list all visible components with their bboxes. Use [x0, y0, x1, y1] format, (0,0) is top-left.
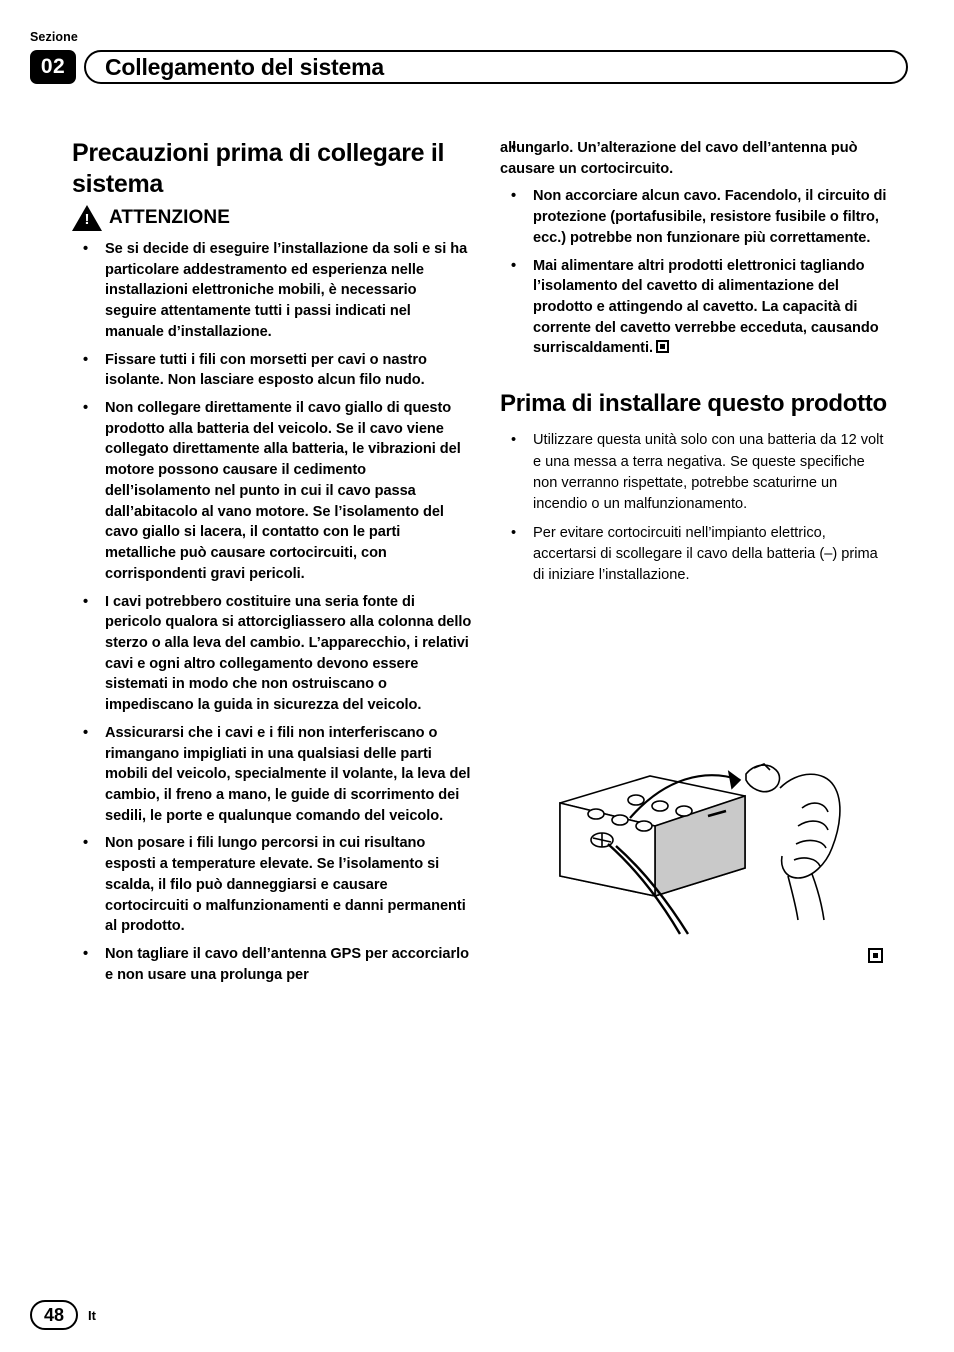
list-item: • I cavi potrebbero costituire una seria fonte di pericolo qualora si attorcigliassero alla colonna dello sterzo o alla leva del cambio. L’apparecchio, i relativi cavi e ogni altro collegamento devono essere sistemati in modo che non ostruiscano o impediscano la guida in sicurezza del veicolo. — [72, 592, 472, 716]
warning-triangle-icon — [72, 205, 102, 231]
section-word: Sezione — [30, 30, 78, 44]
page-title: Collegamento del sistema — [105, 54, 384, 80]
list-item: • allungarlo. Un’alterazione del cavo dell’antenna può causare un cortocircuito. — [500, 138, 890, 179]
page-footer — [30, 1300, 96, 1330]
list-item: • Non accorciare alcun cavo. Facendolo, il circuito di protezione (portafusibile, resistore fusibile o filtro, ecc.) potrebbe non funzionare più correttamente. — [500, 186, 890, 248]
end-of-section-icon — [868, 948, 883, 963]
list-item: • Assicurarsi che i cavi e i fili non interferiscano o rimangano impigliati in una qualsiasi delle parti mobili del veicolo, specialmente il volante, la leva del cambio, il freno a mano, le guide di scorrimento dei sedili, le porte e qualunque comando del veicolo. — [72, 723, 472, 827]
attention-header — [72, 205, 472, 231]
list-item-text: Mai alimentare altri prodotti elettronici tagliando l’isolamento del cavetto di alimentazione del prodotto e attingendo al cavetto. La capacità di corrente del cavetto verrebbe ecceduta, causando surriscaldamenti. — [533, 257, 879, 357]
subsection-heading: Prima di installare questo prodotto — [500, 390, 887, 418]
page-header — [30, 30, 920, 100]
battery-terminal-disconnect-illustration — [540, 748, 890, 948]
list-item: • Non tagliare il cavo dell’antenna GPS per accorciarlo e non usare una prolunga per — [72, 944, 472, 985]
list-item: • Se si decide di eseguire l’installazione da soli e si ha particolare addestramento ed esperienza nelle installazioni elettroniche mobili, è necessario seguire attentamente tutti i passi indicati nel manuale d’installazione. — [72, 239, 472, 343]
language-code: It — [88, 1307, 96, 1323]
right-column — [500, 138, 890, 594]
left-column — [72, 138, 472, 992]
attention-label: ATTENZIONE — [109, 207, 230, 228]
left-bullet-list — [72, 239, 472, 985]
list-item-with-endmark — [500, 256, 890, 360]
list-item: • Non posare i fili lungo percorsi in cui risultano esposti a temperature elevate. Se l’isolamento si scalda, il filo può danneggiarsi e causare cortocircuiti o malfunzionamenti e danni permanenti al prodotto. — [72, 833, 472, 937]
section-heading: Precauzioni prima di collegare il sistema — [72, 139, 445, 198]
list-item: • Utilizzare questa unità solo con una batteria da 12 volt e una messa a terra negativa. Se queste specifiche non verranno rispettate, potrebbe scaturirne un incendio o un malfunzionamento. — [500, 430, 890, 515]
end-of-section-icon — [656, 340, 669, 353]
right-continuation-list — [500, 138, 890, 359]
page-number: 48 — [30, 1300, 78, 1330]
section-number-badge: 02 — [30, 50, 76, 84]
list-item: • Non collegare direttamente il cavo giallo di questo prodotto alla batteria del veicolo. Se il cavo viene collegato direttamente alla batteria, le vibrazioni del motore possono causare il cedimento dell’isolamento nel punto in cui il cavo passa dall’abitacolo al vano motore. Se l’isolamento del cavo giallo si lacera, il contatto con le parti metalliche può causare cortocircuiti, con corrispondenti gravi pericoli. — [72, 398, 472, 584]
list-item: • Fissare tutti i fili con morsetti per cavi o nastro isolante. Non lasciare esposto alcun filo nudo. — [72, 350, 472, 391]
right-bullet-list — [500, 430, 890, 586]
list-item: • Per evitare cortocircuiti nell’impianto elettrico, accertarsi di scollegare il cavo della batteria (–) prima di iniziare l’installazione. — [500, 523, 890, 587]
